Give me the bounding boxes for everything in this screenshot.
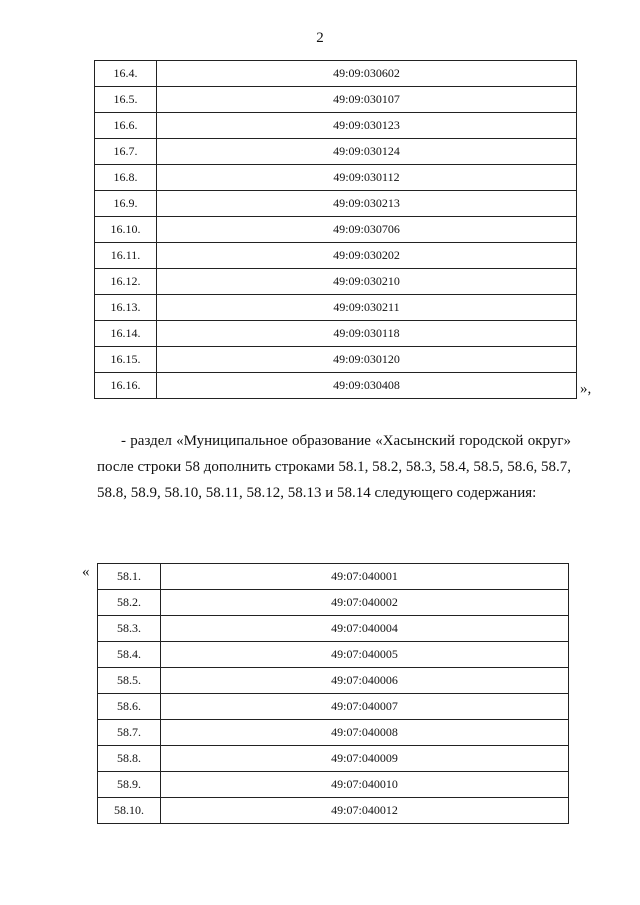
table-row bbox=[98, 564, 569, 590]
row-number: 16.4. bbox=[95, 61, 157, 87]
table-row bbox=[95, 269, 577, 295]
table-row bbox=[95, 87, 577, 113]
cadastral-code: 49:09:030120 bbox=[157, 347, 577, 373]
table-row bbox=[95, 295, 577, 321]
row-number: 16.10. bbox=[95, 217, 157, 243]
table-row bbox=[95, 165, 577, 191]
cadastral-code: 49:07:040004 bbox=[161, 616, 569, 642]
cadastral-code: 49:09:030124 bbox=[157, 139, 577, 165]
table-row bbox=[98, 746, 569, 772]
table-row bbox=[95, 217, 577, 243]
table-body bbox=[98, 564, 569, 824]
row-number: 58.3. bbox=[98, 616, 161, 642]
table-row bbox=[95, 243, 577, 269]
page-number: 2 bbox=[316, 30, 324, 46]
cadastral-code: 49:09:030211 bbox=[157, 295, 577, 321]
row-number: 16.14. bbox=[95, 321, 157, 347]
cadastral-code: 49:09:030213 bbox=[157, 191, 577, 217]
row-number: 16.13. bbox=[95, 295, 157, 321]
cadastral-code: 49:07:040009 bbox=[161, 746, 569, 772]
cadastral-code: 49:09:030706 bbox=[157, 217, 577, 243]
row-number: 16.16. bbox=[95, 373, 157, 399]
cadastral-code: 49:07:040008 bbox=[161, 720, 569, 746]
cadastral-code: 49:09:030123 bbox=[157, 113, 577, 139]
table-row bbox=[98, 772, 569, 798]
opening-quote: « bbox=[82, 564, 90, 580]
cadastral-code: 49:09:030602 bbox=[157, 61, 577, 87]
cadastral-code: 49:07:040012 bbox=[161, 798, 569, 824]
amendment-paragraph: - раздел «Муниципальное образование «Хасынский городской округ» после строки 58 дополнить строками 58.1, 58.2, 58.3, 58.4, 58.5, 58.6, 58.7, 58.8, 58.9, 58.10, 58.11, 58.12, 58.13 и 58.14 следующего содержания: bbox=[97, 433, 571, 501]
cadastral-code: 49:07:040006 bbox=[161, 668, 569, 694]
table-row bbox=[95, 113, 577, 139]
cadastral-code: 49:07:040010 bbox=[161, 772, 569, 798]
table-row bbox=[95, 321, 577, 347]
table-row bbox=[98, 720, 569, 746]
row-number: 58.1. bbox=[98, 564, 161, 590]
cadastral-table-58 bbox=[97, 563, 569, 824]
table-row bbox=[95, 139, 577, 165]
row-number: 58.2. bbox=[98, 590, 161, 616]
table-row bbox=[95, 61, 577, 87]
table-row bbox=[95, 373, 577, 399]
cadastral-table-16 bbox=[94, 60, 577, 399]
closing-quote: », bbox=[580, 381, 592, 397]
row-number: 16.12. bbox=[95, 269, 157, 295]
row-number: 58.4. bbox=[98, 642, 161, 668]
table-body bbox=[95, 61, 577, 399]
table-row bbox=[95, 191, 577, 217]
table-row bbox=[98, 694, 569, 720]
row-number: 16.11. bbox=[95, 243, 157, 269]
row-number: 58.10. bbox=[98, 798, 161, 824]
row-number: 58.8. bbox=[98, 746, 161, 772]
row-number: 58.5. bbox=[98, 668, 161, 694]
cadastral-code: 49:09:030210 bbox=[157, 269, 577, 295]
cadastral-code: 49:07:040001 bbox=[161, 564, 569, 590]
cadastral-code: 49:07:040002 bbox=[161, 590, 569, 616]
table-row bbox=[98, 642, 569, 668]
cadastral-code: 49:09:030118 bbox=[157, 321, 577, 347]
cadastral-code: 49:09:030112 bbox=[157, 165, 577, 191]
table-row bbox=[98, 590, 569, 616]
row-number: 16.6. bbox=[95, 113, 157, 139]
cadastral-code: 49:09:030408 bbox=[157, 373, 577, 399]
row-number: 16.8. bbox=[95, 165, 157, 191]
table-row bbox=[98, 616, 569, 642]
cadastral-code: 49:07:040007 bbox=[161, 694, 569, 720]
table-row bbox=[98, 798, 569, 824]
row-number: 16.7. bbox=[95, 139, 157, 165]
row-number: 58.7. bbox=[98, 720, 161, 746]
row-number: 16.5. bbox=[95, 87, 157, 113]
cadastral-code: 49:07:040005 bbox=[161, 642, 569, 668]
row-number: 58.9. bbox=[98, 772, 161, 798]
table-row bbox=[98, 668, 569, 694]
cadastral-code: 49:09:030107 bbox=[157, 87, 577, 113]
row-number: 58.6. bbox=[98, 694, 161, 720]
row-number: 16.9. bbox=[95, 191, 157, 217]
cadastral-code: 49:09:030202 bbox=[157, 243, 577, 269]
table-row bbox=[95, 347, 577, 373]
row-number: 16.15. bbox=[95, 347, 157, 373]
